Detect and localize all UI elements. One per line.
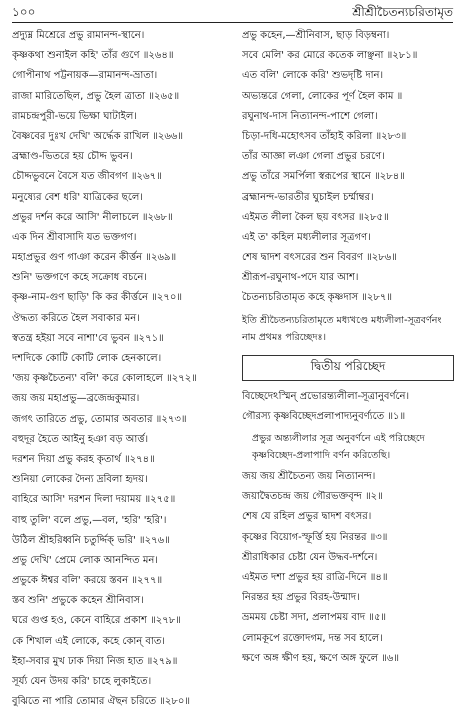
verse-line: শ্রীরাধিকার চেষ্টা যেন উদ্ধব-দর্শনে।: [242, 551, 378, 563]
verse-line: রাজা মারিতেছিল, প্রভু হৈল ত্রাতা ॥২৬৫॥: [12, 90, 180, 102]
verse-line: কৃষ্ণ-নাম-গুণ ছাড়ি' কি কর কীর্ত্তনে ॥২৭০॥: [12, 292, 183, 304]
verse-line: মহাপ্রভুর গুণ গাঞা করেন কীর্ত্তন ॥২৬৯॥: [12, 252, 177, 264]
page-header: [12, 2, 453, 22]
verse-line: চিড়া-দধি-মহোৎসব তাঁহাই করিলা ॥২৮৩॥: [242, 130, 407, 142]
commentary: প্রভুর অন্ত্যলীলার সূত্র অনুবর্ণনে এই পরিচ্ছেদে কৃষ্ণবিচ্ছেদ-প্রলাপাদি বর্ণন করিতেছি।: [252, 433, 425, 461]
page-number: ১০০: [12, 5, 36, 19]
verse-line: বিচ্ছেদেঽস্মিন্ প্রভোরন্ত্যলীলা-সূত্রানুবর্ণনে।: [242, 390, 410, 402]
verse-line: এইমত দশা প্রভুর হয় রাত্রি-দিনে ॥৪॥: [242, 571, 388, 583]
verse-line: উঠিল শ্রীহরিধ্বনি চতুর্দ্দিক্ ভরি' ॥২৭৬॥: [12, 534, 170, 546]
verse-line: রঘুনাথ-দাস নিত্যানন্দ-পাশে গেলা।: [242, 110, 378, 122]
header-rule: [12, 22, 453, 23]
verse-line: দশদিকে কোটি কোটি লোক হেনকালে।: [12, 353, 162, 364]
verse-line: চৌদ্দভুবনে বৈসে যত জীবগণ ॥২৬৭॥: [12, 171, 162, 183]
verse-line: তাঁর আজ্ঞা লঞা গেলা প্রভুর চরণে।: [242, 151, 385, 163]
verse-line: ঘরে গুপ্ত হও, কেনে বাহিরে প্রকাশ ॥২৭৮॥: [12, 615, 181, 627]
running-title: শ্রীশ্রীচৈতন্যচরিতামৃত: [352, 5, 453, 19]
verse-line: জয়াদ্বৈতচন্দ্র জয় গৌরভক্তবৃন্দ ॥২॥: [242, 491, 383, 503]
colophon: ইতি শ্রীচৈতন্যচরিতামৃতে মধ্যখণ্ডে মধ্যলীলা-সূত্রবর্ণনং নাম প্রথমঃ পরিচ্ছেদঃ।: [242, 314, 442, 343]
verse-line: সবে মেলি' কর মোরে কতেক লাঞ্ছনা ॥২৮১॥: [242, 50, 418, 62]
verse-line: গোপীনাথ পট্টনায়ক—রামানন্দ-ভ্রাতা।: [12, 70, 158, 82]
left-column: [12, 26, 234, 708]
verse-line: প্রভুকে ঈশ্বর বলি' করয়ে স্তবন ॥২৭৭॥: [12, 575, 163, 587]
verse-line: প্রভু তাঁরে সমর্পিলা স্বরূপের স্থানে ॥২৮৪॥: [242, 171, 405, 183]
chapter-heading: দ্বিতীয় পরিচ্ছেদ: [242, 355, 454, 381]
verse-line: এক দিন শ্রীবাসাদি যত ভক্তগণ।: [12, 231, 137, 243]
verse-line: ঔদ্ধত্য করিতে হৈল সবাকার মন।: [12, 312, 140, 324]
verse-line: এই ত' কহিল মধ্যলীলার সূত্রগণ।: [242, 231, 371, 243]
verse-line: বাহু তুলি' বলে প্রভু,—বল, 'হরি' 'হরি'।: [12, 514, 167, 526]
verse-line: দরশন দিয়া প্রভু করহ কৃতার্থ ॥২৭৪॥: [12, 453, 155, 465]
verse-line: প্রভুর দর্শন করে আসি' নীলাচলে ॥২৬৮॥: [12, 211, 173, 223]
verse-line: শুনি' ভক্তগণে কহে সক্রোধ বচনে।: [12, 272, 147, 284]
verse-line: লোমকূপে রক্তোদগম, দন্ত সব হালে।: [242, 632, 383, 644]
verse-line: রামচন্দ্রপুরী-ভয়ে ভিক্ষা ঘাটাইল।: [12, 110, 137, 122]
verse-line: বহুদূর হৈতে আইনু হঞা বড় আর্ত্ত।: [12, 433, 149, 445]
verse-line: কৃষ্ণকথা শুনাইল কহি' তাঁর গুণে ॥২৬৪॥: [12, 50, 174, 62]
verse-line: মনুষ্যের বেশ ধরি' যাত্রিকের ছলে।: [12, 191, 143, 203]
verse-line: 'জয় কৃষ্ণচৈতন্য' বলি' করে কোলাহলে ॥২৭২॥: [12, 373, 197, 385]
verse-line: বুঝিতে না পারি তোমার ঐছন চরিতে ॥২৮০॥: [12, 696, 191, 708]
verse-line: গৌরস্য কৃষ্ণবিচ্ছেদপ্রলাপাদ্যনুবর্ণ্যতে ॥১॥: [242, 410, 406, 422]
verse-line: শ্রীরূপ-রঘুনাথ-পদে যার আশ।: [242, 272, 359, 284]
verse-line: স্তব শুনি' প্রভুকে কহেন শ্রীনিবাস।: [12, 595, 144, 607]
verse-line: প্রদ্যুম্ন মিশ্রেরে প্রভু রামানন্দ-স্থানে।: [12, 30, 145, 41]
verse-line: ব্রহ্মাণ্ড-ভিতরে হয় চৌদ্দ ভুবন।: [12, 151, 133, 163]
verse-line: ব্রহ্মানন্দ-ভারতীর ঘুচাইল চর্ম্মাম্বর।: [242, 191, 374, 203]
verse-line: ভ্রমময় চেষ্টা সদা, প্রলাপময় বাদ ॥৫॥: [242, 612, 387, 624]
verse-line: শেষ যে রহিল প্রভুর দ্বাদশ বৎসর।: [242, 511, 372, 523]
verse-line: জগৎ তারিতে প্রভু, তোমার অবতার ॥২৭৩॥: [12, 413, 187, 425]
verse-line: শুনিয়া লোকের দৈন্য দ্রবিলা হৃদয়।: [12, 474, 148, 486]
verse-line: নিরন্তর হয় প্রভুর বিরহ-উন্মাদ।: [242, 592, 360, 604]
verse-line: জয় জয় মহাপ্রভু—ব্রজেন্দ্রকুমার।: [12, 393, 140, 405]
verse-line: বাহিরে আসি' দরশন দিলা দয়াময় ॥২৭৫॥: [12, 494, 176, 506]
right-column: [242, 26, 454, 697]
verse-line: এত বলি' লোকে করি' শুভদৃষ্টি দান।: [242, 70, 384, 82]
verse-line: চৈতন্যচরিতামৃত কহে কৃষ্ণদাস ॥২৮৭॥: [242, 292, 393, 304]
verse-line: স্বতন্ত্র হইয়া সবে নাশা'বে ভুবন ॥২৭১॥: [12, 332, 164, 344]
verse-line: কৃষ্ণের বিয়োগ-স্ফূর্ত্তি হয় নিরন্তর ॥৩॥: [242, 531, 388, 543]
verse-line: অভ্যন্তরে গেলা, লোকের পূর্ণ হৈল কাম ॥: [242, 90, 403, 102]
verse-line: প্রভু কহেন,—শ্রীনিবাস, ছাড় বিড়ম্বনা।: [242, 30, 390, 41]
verse-line: ক্ষণে অঙ্গ ক্ষীণ হয়, ক্ষণে অঙ্গ ফুলে ॥৬॥: [242, 652, 400, 664]
verse-line: প্রভু দেখি' প্রেমে লোক আনন্দিত মন।: [12, 554, 158, 566]
verse-line: বৈষ্ণবের দুঃখ দেখি' অর্দ্ধেক রাখিল ॥২৬৬॥: [12, 130, 184, 142]
verse-line: কে শিখাল এই লোকে, কহে কোন্ বাত।: [12, 635, 165, 647]
verse-line: জয় জয় শ্রীচৈতন্য জয় নিত্যানন্দ।: [242, 471, 376, 482]
verse-line: ইহা-সবার মুখ ঢাক দিয়া নিজ হাত ॥২৭৯॥: [12, 655, 178, 667]
verse-line: সূর্য্য যেন উদয় করি' চাহে লুকাইতে।: [12, 676, 152, 687]
verse-line: এইমত লীলা কৈল ছয় বৎসর ॥২৮৫॥: [242, 211, 389, 223]
verse-line: শেষ দ্বাদশ বৎসরের শুন বিবরণ ॥২৮৬॥: [242, 252, 397, 264]
